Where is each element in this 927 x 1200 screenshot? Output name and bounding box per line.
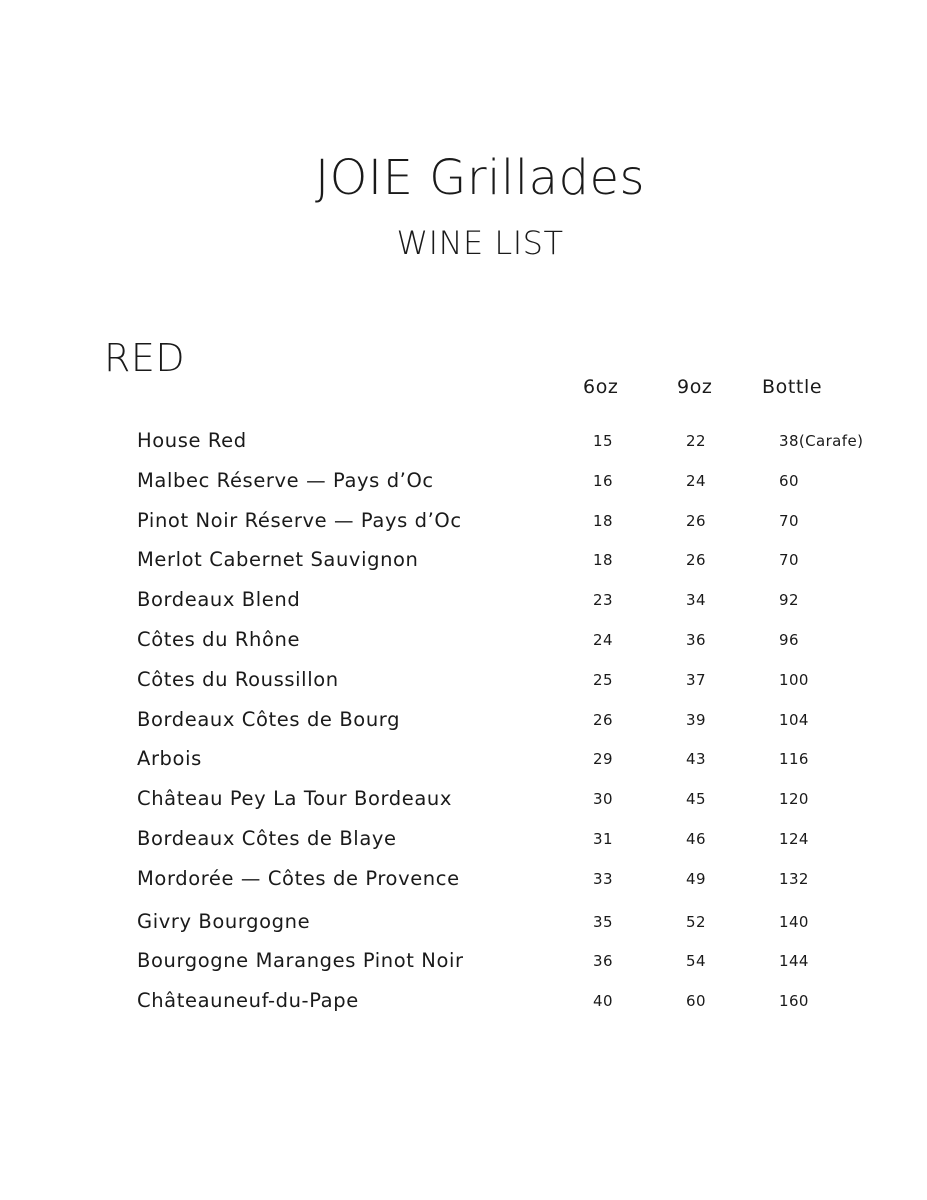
wine-name: Château Pey La Tour Bordeaux — [137, 787, 452, 811]
wine-row — [0, 783, 927, 823]
wine-row — [0, 945, 927, 985]
price-6oz: 15 — [593, 432, 613, 450]
column-header-bottle: Bottle — [762, 376, 823, 398]
price-9oz: 24 — [686, 471, 706, 490]
wine-name: Givry Bourgogne — [137, 909, 311, 933]
price-9oz: 45 — [686, 790, 706, 809]
price-6oz: 16 — [593, 471, 613, 490]
price-bottle: 38(Carafe) — [779, 432, 864, 450]
wine-name: Bordeaux Côtes de Bourg — [137, 707, 401, 731]
price-bottle: 144 — [779, 952, 809, 971]
price-9oz: 36 — [686, 630, 706, 649]
price-bottle: 104 — [779, 710, 809, 729]
column-header-9oz: 9oz — [677, 376, 713, 398]
wine-row — [0, 863, 927, 903]
price-9oz: 49 — [686, 869, 706, 888]
price-6oz: 36 — [593, 952, 613, 971]
section-heading-red: RED — [104, 336, 186, 380]
wine-row — [0, 544, 927, 584]
wine-name: Bordeaux Blend — [137, 588, 301, 612]
wine-name: Châteauneuf-du-Pape — [137, 989, 359, 1013]
wine-row — [0, 704, 927, 744]
wine-row — [0, 906, 927, 946]
wine-row — [0, 624, 927, 664]
price-6oz: 24 — [593, 630, 613, 649]
price-bottle: 132 — [779, 869, 809, 888]
price-6oz: 30 — [593, 790, 613, 809]
price-bottle: 116 — [779, 750, 809, 769]
price-9oz: 46 — [686, 829, 706, 848]
price-6oz: 29 — [593, 750, 613, 769]
price-6oz: 23 — [593, 591, 613, 610]
price-9oz: 34 — [686, 591, 706, 610]
menu-subtitle: WINE LIST — [396, 224, 564, 262]
price-9oz: 26 — [686, 551, 706, 570]
wine-row — [0, 425, 927, 465]
price-bottle: 120 — [779, 790, 809, 809]
price-9oz: 37 — [686, 670, 706, 689]
wine-name: Côtes du Roussillon — [137, 667, 339, 691]
price-9oz: 22 — [686, 432, 706, 450]
wine-name: Côtes du Rhône — [137, 627, 301, 651]
price-9oz: 60 — [686, 992, 706, 1011]
price-bottle: 140 — [779, 912, 809, 931]
price-bottle: 60 — [779, 471, 799, 490]
wine-row — [0, 985, 927, 1025]
wine-row — [0, 465, 927, 505]
price-6oz: 33 — [593, 869, 613, 888]
wine-name: Arbois — [137, 747, 202, 771]
price-bottle: 124 — [779, 829, 809, 848]
price-9oz: 39 — [686, 710, 706, 729]
wine-list — [0, 425, 927, 1025]
price-bottle: 96 — [779, 630, 799, 649]
wine-name: Malbec Réserve — Pays d’Oc — [137, 468, 434, 492]
wine-name: Mordorée — Côtes de Provence — [137, 866, 460, 890]
wine-name: Bourgogne Maranges Pinot Noir — [137, 949, 464, 973]
price-6oz: 18 — [593, 551, 613, 570]
restaurant-title: JOIE Grillades — [314, 150, 646, 206]
price-9oz: 54 — [686, 952, 706, 971]
wine-row — [0, 823, 927, 863]
wine-row — [0, 584, 927, 624]
price-bottle: 100 — [779, 670, 809, 689]
price-6oz: 31 — [593, 829, 613, 848]
wine-name: House Red — [137, 429, 247, 452]
price-9oz: 43 — [686, 750, 706, 769]
price-6oz: 40 — [593, 992, 613, 1011]
wine-row — [0, 743, 927, 783]
price-6oz: 26 — [593, 710, 613, 729]
price-6oz: 25 — [593, 670, 613, 689]
price-6oz: 35 — [593, 912, 613, 931]
wine-row — [0, 505, 927, 545]
price-bottle: 70 — [779, 551, 799, 570]
wine-name: Pinot Noir Réserve — Pays d’Oc — [137, 508, 462, 532]
wine-name: Merlot Cabernet Sauvignon — [137, 548, 419, 572]
column-header-6oz: 6oz — [583, 376, 619, 398]
price-bottle: 160 — [779, 992, 809, 1011]
price-bottle: 92 — [779, 591, 799, 610]
price-6oz: 18 — [593, 511, 613, 530]
price-9oz: 26 — [686, 511, 706, 530]
price-9oz: 52 — [686, 912, 706, 931]
price-bottle: 70 — [779, 511, 799, 530]
wine-name: Bordeaux Côtes de Blaye — [137, 826, 397, 850]
wine-row — [0, 664, 927, 704]
